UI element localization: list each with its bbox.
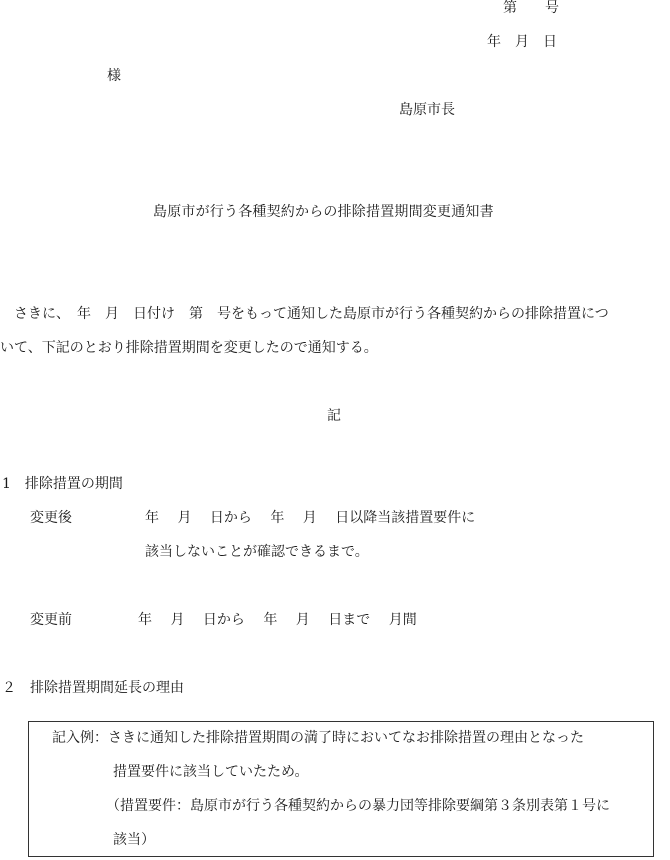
section-1-heading: 1 排除措置の期間 (2, 476, 123, 492)
section-2-heading: ２ 排除措置期間延長の理由 (2, 680, 184, 696)
before-change-period: 年 月 日から 年 月 日まで 月間 (138, 612, 417, 628)
ki-heading: 記 (327, 408, 341, 424)
example-line-4: 該当） (113, 832, 155, 848)
after-change-period: 年 月 日から 年 月 日以降当該措置要件に (145, 510, 476, 526)
document-title: 島原市が行う各種契約からの排除措置期間変更通知書 (153, 204, 494, 220)
example-line-2: 措置要件に該当していたため。 (113, 764, 309, 780)
after-change-label: 変更後 (30, 510, 72, 526)
document-date-line: 年 月 日 (487, 34, 557, 50)
after-change-condition: 該当しないことが確認できるまで。 (145, 544, 369, 560)
sender-name: 島原市長 (399, 102, 455, 118)
document-number-line: 第 号 (503, 0, 559, 16)
before-change-label: 変更前 (30, 612, 72, 628)
body-text-line-2: いて、下記のとおり排除措置期間を変更したので通知する。 (0, 340, 378, 356)
body-text-line-1: さきに、 年 月 日付け 第 号をもって通知した島原市が行う各種契約からの排除措置につ (14, 306, 609, 322)
recipient-suffix: 様 (107, 68, 121, 84)
example-line-3: （措置要件：島原市が行う各種契約からの暴力団等排除要綱第３条別表第１号に (106, 798, 610, 814)
example-line-1: 記入例：さきに通知した排除措置期間の満了時においてなお排除措置の理由となった (52, 730, 584, 746)
